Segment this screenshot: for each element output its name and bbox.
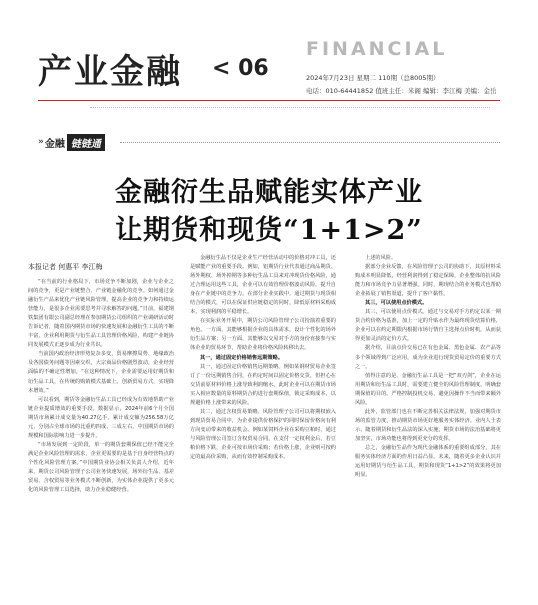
contact-line: 电话：010-64441852 值班主任：米阁 编辑：李江梅 美编：金岳 (306, 87, 497, 95)
masthead-rule (38, 100, 500, 101)
sub-heading: 其三，可以使用点价模式。 (365, 300, 428, 307)
page-number: < 06 (212, 56, 269, 81)
paragraph: 在实际业务开展中，期货公司风险管理子公司扮演着重要的角色。一方面，其能够根据企业的具体需求，设计个性化的场外衍生品方案；另一方面，其能够以交易对手方的身份直接参与实体企业的贸易环节，帮助企业将价格风险转移出去。 (190, 318, 336, 352)
headline-line-1: 金融衍生品赋能实体产业 (115, 177, 423, 208)
paragraph: “在当前的行业格局下，市场竞争不断加剧，企业与企业之间的竞争，更是产业链整合、产业链金融化的竞争。如何通过金融衍生产品来优化产业链风险管理，提高企业的竞争力和持续运营能力，是很多企业需要思考并寻求解答的问题。”日前，福建钢铁集团有限公司副总经理在参加期货公司组织的产业调研活动时告诉记者，随着国内期货市场的快速发展和金融衍生工具的不断丰富，企业利用期货与衍生品工具管理价格风险，构建产业链协同发展模式正逐步成为行业共识。 (28, 279, 174, 349)
tag-divider (120, 142, 500, 144)
paragraph: 据部分企业反馈，在风险管理子公司的协助下，其原材料采购成本明显降低，经营利润得到了稳定保障，企业整体的抗风险能力和市场竞争力显著增强。同时，期现结合的业务模式也帮助企业拓展了销售渠道，提升了客户黏性。 (355, 264, 501, 298)
section-title: 产业金融 (38, 52, 182, 92)
article-column-1 (28, 278, 174, 598)
brand-english: FINANCIAL (306, 38, 448, 60)
sub-heading: 其一，通过固定价格销售远期策略。 (200, 354, 284, 361)
paragraph: 可以看到，期货等金融衍生品工具已经成为有效地帮助产业链企业提质增效的重要手段。数据显示，2024年前6个月全国期货市场累计成交量为40.27亿手，累计成交额为256.58万亿元，分别占全球市场的比重约四成、三成左右，中国期货市场的规模和国际影响力进一步提升。 (28, 396, 174, 439)
arrow-icon: » (38, 137, 44, 147)
paragraph: 据介绍，目前点价交易已在有色金属、黑色金属、农产品等多个领域得到广泛应用，成为企业进行现货贸易定价的重要方式之一。 (355, 345, 501, 370)
headline-line-2: 让期货和现货“1+1>2” (115, 215, 423, 246)
paragraph: 其二，通过含权贸易策略。风险管理子公司可以将期权嵌入到现货贸易合同中，为企业提供价格保护的同时保留价格向有利方向变动带来的收益机会。例如某饲料企业在采购豆粕时，通过与风险管理公司签订含权贸易合同，在支付一定权利金后，若豆粕价格下跌，企业可按市场价采购；若价格上涨，企业则可按约定的最高价采购，从而有效控制采购成本。 (190, 408, 336, 461)
paragraph: 此外，监管部门也在不断完善相关法律法规，加强对期货市场的监管力度，推动期货市场更好地服务实体经济。业内人士表示，随着期货和衍生品法的深入实施，期货市场的法治基础将更加坚实，市场功能也将得到更充分的发挥。 (355, 408, 501, 442)
date-line: 2024年7月23日 星期二 110期（总8005期） (306, 74, 440, 82)
paragraph: 值得注意的是，金融衍生品工具是一把“双刃剑”，企业在运用期货和衍生品工具时，需要建立健全的风险管理制度，明确套期保值的目的，严格控制投机交易，避免因操作不当而带来额外风险。 (355, 372, 501, 406)
column-tag (38, 134, 105, 150)
article-column-2 (190, 254, 336, 598)
paragraph: 总之，金融衍生品作为现代金融体系的重要组成部分，其在服务实体经济方面的作用日益凸显。未来，随着更多企业认识并运用好期货与衍生品工具，期货和现货“1+1>2”的效果将更加明显。 (355, 444, 501, 479)
paragraph: 金融衍生品不仅是企业生产经营活动中的价格对冲工具，还是赋能产业的重要手段。例如，铝期货行业代表通过商品期货、场外期权、场外掉期等多种衍生品工具来对冲现货价格风险，通过合理运用这些工具，企业可以有效管理价格波动风险，提升自身在产业链中的竞争力。在部分企业实践中，通过期货与现货相结合的模式，可以在保证供应链稳定的同时，降低原材料采购成本，实现利润的平稳增长。 (190, 255, 336, 316)
paragraph: “市场发展到一定阶段，单一的期货套期保值已经不能完全满足企业风险管理的需求，企业更需要的是基于自身经营特点的个性化风险管理方案。”中国期货业协会相关负责人介绍，近年来，期货公司风险管理子公司业务快速发展，场外衍生品、基差贸易、含权贸易等业务模式不断创新，为实体企业提供了更多元化的风险管理工具选择，助力企业稳健经营。 (28, 441, 174, 494)
dotted-divider (90, 107, 490, 109)
column-tag-box: 链链通 (67, 134, 105, 151)
byline: 本报记者 何惠平 李江梅 (28, 263, 103, 271)
paragraph: 当前国内政治经济形势复杂多变，贸易摩擦局势、地缘政治及各国债务问题等因素交织，大宗商品价格剧烈波动，企业经营面临的不确定性增加。“在这种情况下，企业需要运用好期货和衍生品工具，在传统的购销模式基础上，创新贸易方式，实现降本增效。” (28, 351, 174, 394)
paragraph: 其三，可以使用点价模式。通过与交易对手方约定以某一期货合约价格为基准，加上一定的升贴水作为最终现货结算价格，企业可以在约定期限内根据市场行情自主选择点价时机，从而获得更加灵活的定价方式。 (355, 309, 501, 343)
column-tag-label: 金融 (44, 138, 65, 150)
paragraph: 上述的风险。 (365, 255, 397, 261)
article-column-3 (355, 254, 501, 598)
paragraph: 其一，通过固定价格销售远期策略。例如某钢材贸易企业签订了一份远期销售合同，在约定时间以固定价格交货，但担心在交货前原材料价格上涨导致利润缩水。此时企业可以在期货市场买入相应数量的原料期货合约进行套期保值，锁定采购成本，以规避价格上涨带来的风险。 (190, 363, 336, 406)
